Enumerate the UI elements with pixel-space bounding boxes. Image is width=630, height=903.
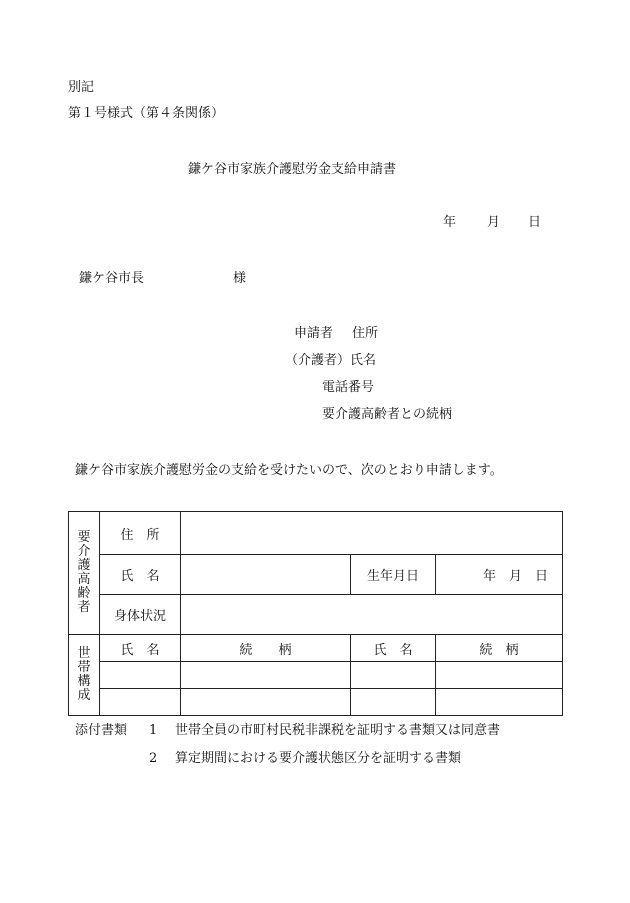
elderly-label-char: 護 xyxy=(77,557,91,573)
caregiver-name-label: （介護者）氏名 xyxy=(285,353,377,368)
address-label: 住 所 xyxy=(100,512,181,555)
attachment-text: 算定期間における要介護状態区分を証明する書類 xyxy=(175,751,462,766)
household-header-row xyxy=(69,635,563,662)
attachments-label: 添付書類 xyxy=(75,723,128,738)
form-number: 第１号様式（第４条関係） xyxy=(68,106,225,121)
elderly-label-char: 高 xyxy=(77,572,91,587)
elderly-address-row xyxy=(69,512,563,555)
elderly-label-char: 者 xyxy=(77,600,91,616)
recipient-name: 鎌ケ谷市長 xyxy=(79,271,145,286)
household-label-char: 世 xyxy=(77,645,91,661)
birthdate-field[interactable]: 年 月 日 xyxy=(436,555,563,595)
date-year-label: 年 xyxy=(443,215,457,230)
household-section-label xyxy=(69,635,100,716)
elderly-name-row xyxy=(69,555,563,595)
birthdate-label: 生年月日 xyxy=(351,555,436,595)
elderly-name-field[interactable] xyxy=(181,555,351,595)
applicant-address-label: 住所 xyxy=(352,326,379,341)
household-name-field[interactable] xyxy=(100,689,181,716)
household-member-row xyxy=(69,662,563,689)
household-name-field[interactable] xyxy=(351,662,436,689)
name-label: 氏 名 xyxy=(100,555,181,595)
elderly-label-char: 要 xyxy=(77,529,91,545)
household-relation-field[interactable] xyxy=(181,662,351,689)
form-title: 鎌ケ谷市家族介護慰労金支給申請書 xyxy=(188,162,397,177)
date-day-label: 日 xyxy=(528,215,542,230)
household-relation-header-2: 続 柄 xyxy=(436,635,563,662)
household-label-char: 構 xyxy=(77,674,91,689)
relation-label: 要介護高齢者との続柄 xyxy=(322,407,453,422)
date-month-label: 月 xyxy=(487,215,501,230)
elderly-section-label xyxy=(69,512,100,635)
elderly-address-field[interactable] xyxy=(181,512,563,555)
household-member-row xyxy=(69,689,563,716)
applicant-label: 申請者 xyxy=(294,326,334,341)
attachment-number: 2 xyxy=(149,751,158,766)
physical-condition-field[interactable] xyxy=(181,595,563,635)
household-label-char: 帯 xyxy=(77,659,91,675)
household-name-field[interactable] xyxy=(100,662,181,689)
household-name-header-2: 氏 名 xyxy=(351,635,436,662)
household-relation-field[interactable] xyxy=(436,689,563,716)
household-name-field[interactable] xyxy=(351,689,436,716)
application-table xyxy=(68,511,563,716)
application-statement: 鎌ケ谷市家族介護慰労金の支給を受けたいので、次のとおり申請します。 xyxy=(75,463,503,478)
physical-condition-row xyxy=(69,595,563,635)
appendix-label: 別記 xyxy=(68,80,95,95)
phone-number-label: 電話番号 xyxy=(322,380,375,395)
physical-condition-label: 身体状況 xyxy=(100,595,181,635)
household-name-header-1: 氏 名 xyxy=(100,635,181,662)
household-relation-field[interactable] xyxy=(181,689,351,716)
elderly-label-char: 齢 xyxy=(77,586,91,602)
household-label-char: 成 xyxy=(77,688,91,704)
household-relation-header-1: 続 柄 xyxy=(181,635,351,662)
recipient-honorific: 様 xyxy=(233,271,247,286)
attachment-text: 世帯全員の市町村民税非課税を証明する書類又は同意書 xyxy=(175,723,501,738)
household-relation-field[interactable] xyxy=(436,662,563,689)
elderly-label-char: 介 xyxy=(77,543,91,559)
attachment-number: 1 xyxy=(149,723,158,738)
